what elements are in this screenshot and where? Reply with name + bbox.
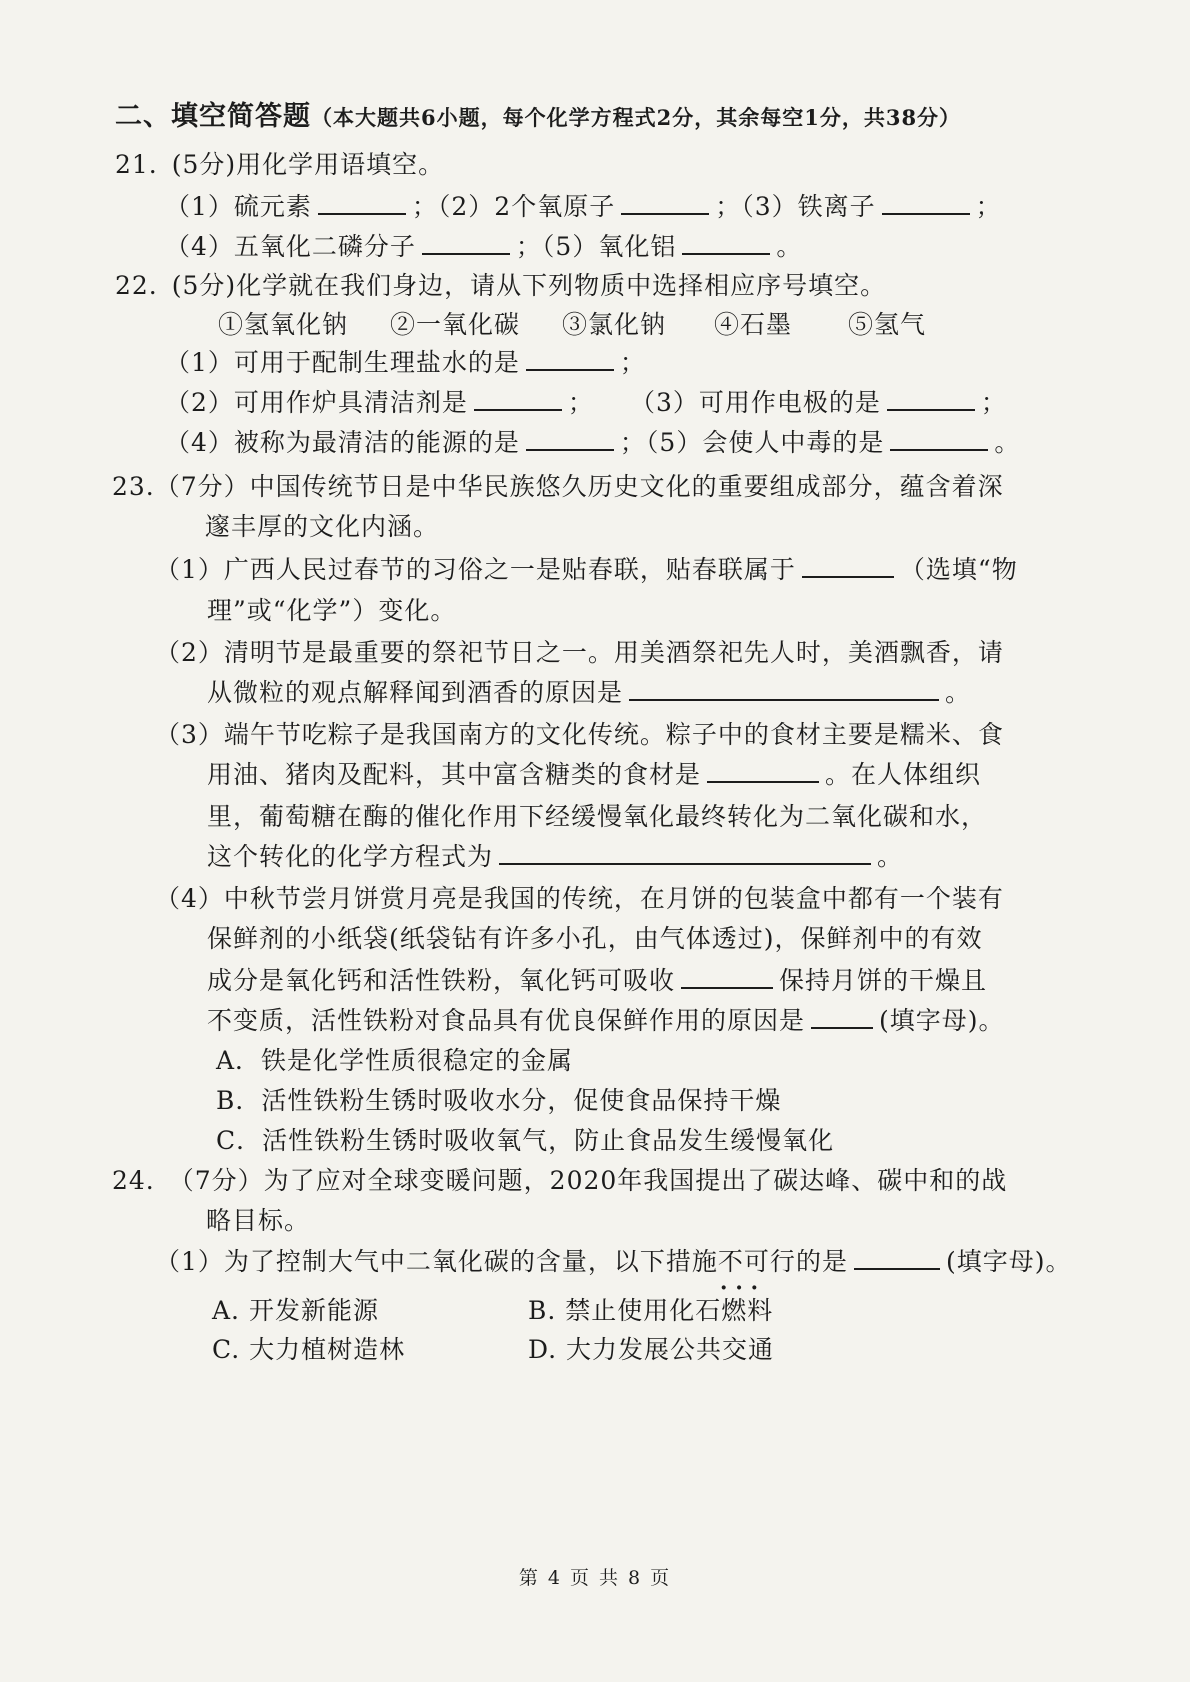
- q23-s3c: 。在人体组织: [825, 760, 982, 789]
- q24-option-c-text: C. 大力植树造林: [212, 1335, 406, 1364]
- answer-blank[interactable]: [318, 191, 406, 215]
- q22-part3: （3）可用作电极的是: [630, 388, 881, 417]
- q23-s4-line1: [155, 882, 1004, 916]
- answer-blank[interactable]: [629, 677, 939, 701]
- section-note: （本大题共6小题，每个化学方程式2分，其余每空1分，共38分）: [311, 105, 962, 130]
- q22-option-2: ②一氧化碳: [390, 310, 521, 339]
- q21-number: 21.: [115, 150, 158, 179]
- q23-stem: [112, 470, 1004, 504]
- q23-s2-line2: [207, 676, 971, 710]
- q23-s3e: 这个转化的化学方程式为: [207, 842, 494, 871]
- q22-number: 22.: [115, 271, 158, 300]
- q24-s1-line: [155, 1245, 1071, 1279]
- q23-s1b: （选填“物: [899, 555, 1018, 584]
- q23-option-c-text: C．活性铁粉生锈时吸收氧气，防止食品发生缓慢氧化: [216, 1126, 835, 1155]
- q22-line2b: [630, 386, 1007, 420]
- q23-s3a: （3）端午节吃粽子是我国南方的文化传统。粽子中的食材主要是糯米、食: [155, 720, 1004, 749]
- q23-option-a-text: A．铁是化学性质很稳定的金属: [216, 1046, 574, 1075]
- q21-part2: ；（2）2个氧原子: [411, 192, 616, 221]
- answer-blank[interactable]: [621, 191, 709, 215]
- answer-blank[interactable]: [802, 554, 894, 578]
- q23-option-a: [216, 1044, 573, 1078]
- q21-part1: （1）硫元素: [165, 192, 312, 221]
- q23-s4f: (填字母)。: [879, 1006, 1005, 1035]
- q23-option-b-text: B．活性铁粉生锈时吸收水分，促使食品保持干燥: [216, 1086, 782, 1115]
- q23-s4d: 保持月饼的干燥且: [779, 966, 988, 995]
- q23-s2-line1: [155, 636, 1004, 670]
- q23-s4-line3: [207, 964, 987, 998]
- q23-period: 。: [877, 842, 904, 871]
- q21-line2: [165, 230, 802, 264]
- q24-stem-text: （7分）为了应对全球变暖问题，2020年我国提出了碳达峰、碳中和的战: [168, 1166, 1008, 1195]
- q23-stem-text2: 邃丰厚的文化内涵。: [205, 512, 440, 541]
- q23-s3-line4: [207, 840, 903, 874]
- q23-option-c: [216, 1124, 834, 1158]
- q22-semicolon: ；: [980, 388, 1007, 417]
- q23-s1a: （1）广西人民过春节的习俗之一是贴春联，贴春联属于: [155, 555, 796, 584]
- q22-part2: （2）可用作炉具清洁剂是: [165, 388, 468, 417]
- q23-s1-line1: [155, 553, 1018, 587]
- q21-part3: ；（3）铁离子: [715, 192, 876, 221]
- q23-s4e: 不变质，活性铁粉对食品具有优良保鲜作用的原因是: [207, 1006, 806, 1035]
- q22-option-5: ⑤氢气: [848, 310, 927, 339]
- q24-s1c: (填字母)。: [945, 1247, 1072, 1276]
- q23-s3-line1: [155, 718, 1004, 752]
- q22-part4: （4）被称为最清洁的能源的是: [165, 428, 520, 457]
- q24-option-d: [528, 1333, 774, 1367]
- q24-stem: [112, 1164, 1007, 1198]
- q24-stem-cont: [206, 1204, 310, 1238]
- q24-number: 24.: [112, 1166, 155, 1195]
- answer-blank[interactable]: [474, 387, 562, 411]
- q22-line1: [165, 346, 646, 380]
- q24-option-d-text: D. 大力发展公共交通: [528, 1335, 775, 1364]
- q22-part1: （1）可用于配制生理盐水的是: [165, 348, 520, 377]
- answer-blank[interactable]: [890, 427, 988, 451]
- q24-s1a: （1）为了控制大气中二氧化碳的含量，以下措施: [155, 1247, 718, 1276]
- answer-blank[interactable]: [811, 1005, 873, 1029]
- q23-period: 。: [945, 678, 972, 707]
- q23-s2a: （2）清明节是最重要的祭祀节日之一。用美酒祭祀先人时，美酒飘香，请: [155, 638, 1004, 667]
- q24-s1-emphasis: 不可行 · · ·: [718, 1245, 796, 1279]
- answer-blank[interactable]: [526, 347, 614, 371]
- q22-option-1: ①氢氧化钠: [218, 310, 349, 339]
- q21-period: 。: [776, 232, 803, 261]
- q23-s2b: 从微粒的观点解释闻到酒香的原因是: [207, 678, 624, 707]
- q23-s3-line3: [207, 800, 987, 834]
- q23-s3b: 用油、猪肉及配料，其中富含糖类的食材是: [207, 760, 702, 789]
- q23-s3-line2: [207, 758, 981, 792]
- answer-blank[interactable]: [422, 231, 510, 255]
- answer-blank[interactable]: [887, 387, 975, 411]
- q23-stem-text: （7分）中国传统节日是中华民族悠久历史文化的重要组成部分，蕴含着深: [154, 472, 1004, 501]
- q24-option-a-text: A. 开发新能源: [212, 1296, 379, 1325]
- q23-s1c: 理”或“化学”）变化。: [207, 596, 457, 625]
- q24-option-b-text: B. 禁止使用化石燃料: [528, 1296, 774, 1325]
- q21-part5: ；（5）氧化铝: [515, 232, 677, 261]
- q22-line3: [165, 426, 1020, 460]
- q23-option-b: [216, 1084, 781, 1118]
- q21-semicolon: ；: [975, 192, 1002, 221]
- q21-part4: （4）五氧化二磷分子: [165, 232, 416, 261]
- q22-period: 。: [994, 428, 1021, 457]
- q23-s4a: （4）中秋节尝月饼赏月亮是我国的传统，在月饼的包装盒中都有一个装有: [155, 884, 1004, 913]
- q23-s4-line2: [207, 922, 983, 956]
- q23-stem-cont: [205, 510, 439, 544]
- section-title: [115, 100, 961, 135]
- answer-blank[interactable]: [882, 191, 970, 215]
- q24-stem-text2: 略目标。: [206, 1206, 311, 1235]
- q23-s4b: 保鲜剂的小纸袋(纸袋钻有许多小孔，由气体透过)，保鲜剂中的有效: [207, 924, 983, 953]
- q24-option-c: [212, 1333, 405, 1367]
- q22-option-3: ③氯化钠: [562, 310, 667, 339]
- q22-option-4: ④石墨: [714, 310, 793, 339]
- answer-blank[interactable]: [707, 759, 819, 783]
- answer-blank[interactable]: [681, 965, 773, 989]
- q24-s1b: 的是: [795, 1247, 848, 1276]
- q22-stem: [115, 269, 886, 303]
- q24-option-a: [212, 1294, 379, 1328]
- q22-line2: [165, 386, 594, 420]
- q22-semicolon: ；: [619, 348, 646, 377]
- q22-options: [218, 308, 926, 342]
- q24-option-b: [528, 1294, 773, 1328]
- answer-blank[interactable]: [526, 427, 614, 451]
- q22-semicolon: ；: [567, 388, 594, 417]
- q21-stem-text: (5分)用化学用语填空。: [171, 150, 445, 179]
- q23-number: 23.: [112, 472, 155, 501]
- answer-blank[interactable]: [499, 841, 871, 865]
- q21-line1: [165, 190, 1002, 224]
- q22-part5: ；（5）会使人中毒的是: [619, 428, 885, 457]
- answer-blank[interactable]: [682, 231, 770, 255]
- q23-s4c: 成分是氧化钙和活性铁粉，氧化钙可吸收: [207, 966, 676, 995]
- q23-s1-line2: [207, 594, 456, 628]
- q23-s3d: 里，葡萄糖在酶的催化作用下经缓慢氧化最终转化为二氧化碳和水，: [207, 802, 988, 831]
- page-footer: 第 4 页 共 8 页: [518, 1567, 672, 1589]
- q23-s4-line4: [207, 1004, 1005, 1038]
- q21-stem: [115, 148, 444, 182]
- answer-blank[interactable]: [854, 1246, 940, 1270]
- section-heading: 二、填空简答题: [115, 101, 311, 132]
- q22-stem-text: (5分)化学就在我们身边，请从下列物质中选择相应序号填空。: [171, 271, 887, 300]
